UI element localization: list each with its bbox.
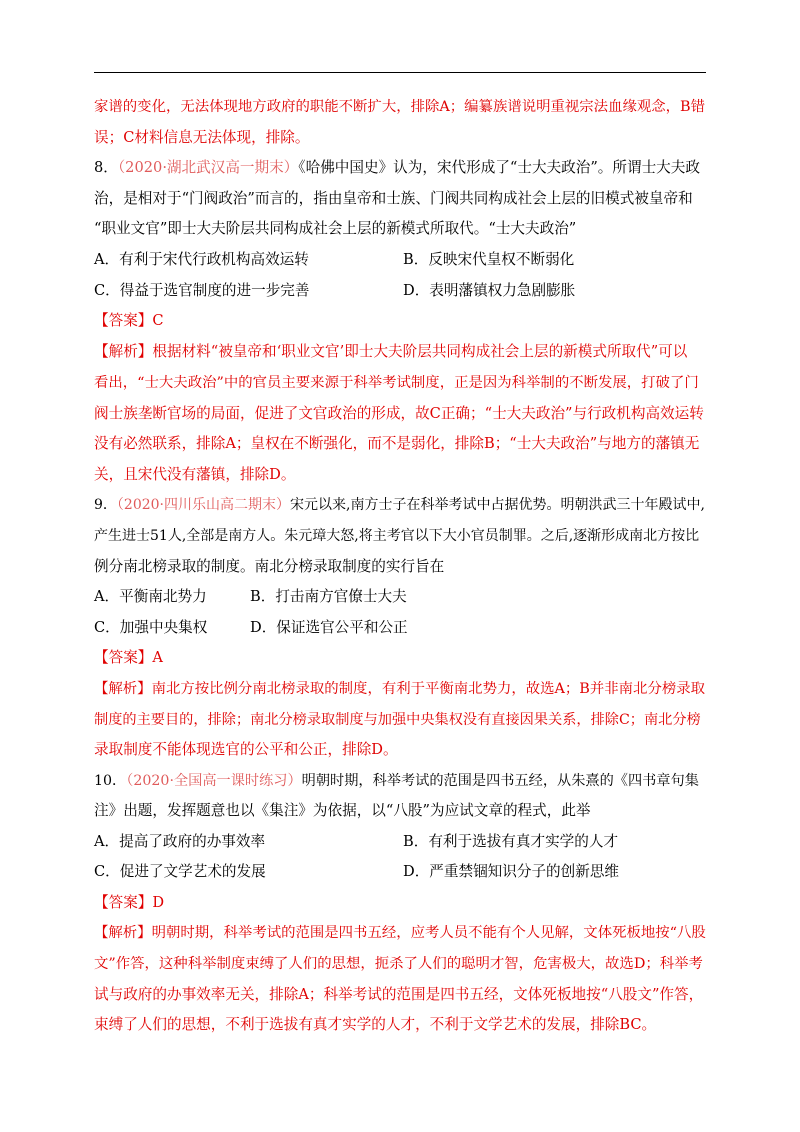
q10-source: （2020·全国高一课时练习） (126, 773, 302, 789)
q9-option-c: C．加强中央集权 (94, 619, 208, 636)
q8-stem-line: 治，是相对于“门阀政治”而言的，指由皇帝和士族、门阀共同构成社会上层的旧模式被皇帝和 (94, 190, 693, 207)
answer-label: 【答案】 (94, 312, 153, 329)
q9-option-d: D．保证选官公平和公正 (250, 619, 408, 636)
q10-analysis-line: 束缚了人们的思想，不利于选拔有真才实学的人才，不利于文学艺术的发展，排除BC。 (94, 1016, 657, 1033)
header-rule (94, 72, 706, 73)
q10-option-c: C．促进了文学艺术的发展 (94, 863, 266, 880)
q9-analysis-line (94, 679, 705, 699)
analysis-text: 根据材料“被皇帝和‘职业文官’即士大夫阶层共同构成社会上层的新模式所取代”可以 (152, 343, 688, 360)
q9-stem-line: 产生进士51人,全部是南方人。朱元璋大怒,将主考官以下大小官员制罪。之后,逐渐形成南北方按比 (94, 528, 700, 544)
q9-stem-text: 宋元以来,南方士子在科举考试中占据优势。明朝洪武三十年殿试中, (290, 497, 705, 513)
q10-answer (94, 893, 164, 913)
q8-analysis-line: 阀士族垄断官场的局面，促进了文官政治的形成，故C正确；“士大夫政治”与行政机构高效运转 (94, 405, 704, 422)
q9-answer (94, 648, 163, 668)
q10-option-b: B．有利于选拔有真才实学的人才 (403, 833, 619, 850)
q10-stem-line: 注》出题，发挥题意也以《集注》为依据，以“八股”为应试文章的程式，此举 (94, 802, 591, 819)
q8-analysis-line: 没有必然联系，排除A；皇权在不断强化，而不是弱化，排除B；“士大夫政治”与地方的藩镇无 (94, 435, 700, 452)
q9-source: （2020·四川乐山高二期末） (116, 497, 291, 513)
q9-analysis-line: 制度的主要目的，排除；南北分榜录取制度与加强中央集权没有直接因果关系，排除C；南北分榜 (94, 712, 701, 728)
q10-analysis-line: 文”作答，这种科举制度束缚了人们的思想，扼杀了人们的聪明才智，危害极大，故选D；科举考 (94, 956, 703, 972)
prev-analysis-line: 家谱的变化，无法体现地方政府的职能不断扩大，排除A；编纂族谱说明重视宗法血缘观念，B错 (94, 99, 705, 115)
analysis-label: 【解析】 (94, 925, 152, 941)
q8-answer (94, 311, 164, 331)
q8-source: （2020·湖北武汉高一期末） (117, 159, 299, 176)
q8-analysis-line: 关，且宋代没有藩镇，排除D。 (94, 466, 296, 483)
q10-option-d: D．严重禁锢知识分子的创新思维 (403, 863, 620, 880)
q8-option-b: B．反映宋代皇权不断弱化 (403, 251, 575, 268)
analysis-label: 【解析】 (94, 343, 153, 360)
q10-stem-text: 明朝时期，科举考试的范围是四书五经，从朱熹的《四书章句集 (301, 773, 699, 789)
answer-value: C (152, 312, 164, 329)
q10-analysis-line (94, 923, 706, 943)
q10-stem-line (94, 771, 699, 791)
q8-option-d: D．表明藩镇权力急剧膨胀 (403, 282, 576, 299)
q8-analysis-line: 看出，“士大夫政治”中的官员主要来源于科举考试制度，正是因为科举制的不断发展，打破了门 (94, 375, 699, 391)
q9-number: 9． (94, 497, 117, 513)
answer-value: A (152, 649, 163, 666)
q10-number: 10． (94, 773, 127, 789)
answer-label: 【答案】 (94, 649, 153, 666)
prev-analysis-line: 误；C材料信息无法体现，排除。 (94, 129, 310, 146)
q8-stem-line: “职业文官”即士大夫阶层共同构成社会上层的新模式所取代。“士大夫政治” (94, 220, 577, 237)
q8-stem-text: 《哈佛中国史》认为，宋代形成了“士大夫政治”。所谓士大夫政 (298, 159, 700, 176)
q8-stem-line (94, 158, 700, 178)
q9-option-b: B．打击南方官僚士大夫 (250, 588, 407, 605)
q9-option-a: A．平衡南北势力 (94, 588, 207, 605)
answer-value: D (152, 894, 165, 911)
analysis-label: 【解析】 (94, 681, 152, 697)
q9-stem-line: 例分南北榜录取的制度。南北分榜录取制度的实行旨在 (94, 558, 445, 575)
q8-analysis-line (94, 342, 687, 362)
q10-analysis-line: 试与政府的办事效率无关，排除A；科举考试的范围是四书五经，文体死板地按“八股文”作答， (94, 986, 704, 1003)
q8-option-c: C．得益于选官制度的进一步完善 (94, 282, 310, 299)
analysis-text: 南北方按比例分南北榜录取的制度，有利于平衡南北势力，故选A；B并非南北分榜录取 (151, 681, 706, 697)
q9-analysis-line: 录取制度不能体现选官的公平和公正，排除D。 (94, 741, 398, 758)
q8-option-a: A．有利于宋代行政机构高效运转 (94, 251, 309, 268)
analysis-text: 明朝时期，科举考试的范围是四书五经，应考人员不能有个人见解，文体死板地按“八股 (151, 925, 706, 941)
q9-stem-line (94, 495, 705, 515)
answer-label: 【答案】 (94, 894, 153, 911)
q10-option-a: A．提高了政府的办事效率 (94, 833, 266, 850)
q8-number: 8． (94, 159, 118, 176)
